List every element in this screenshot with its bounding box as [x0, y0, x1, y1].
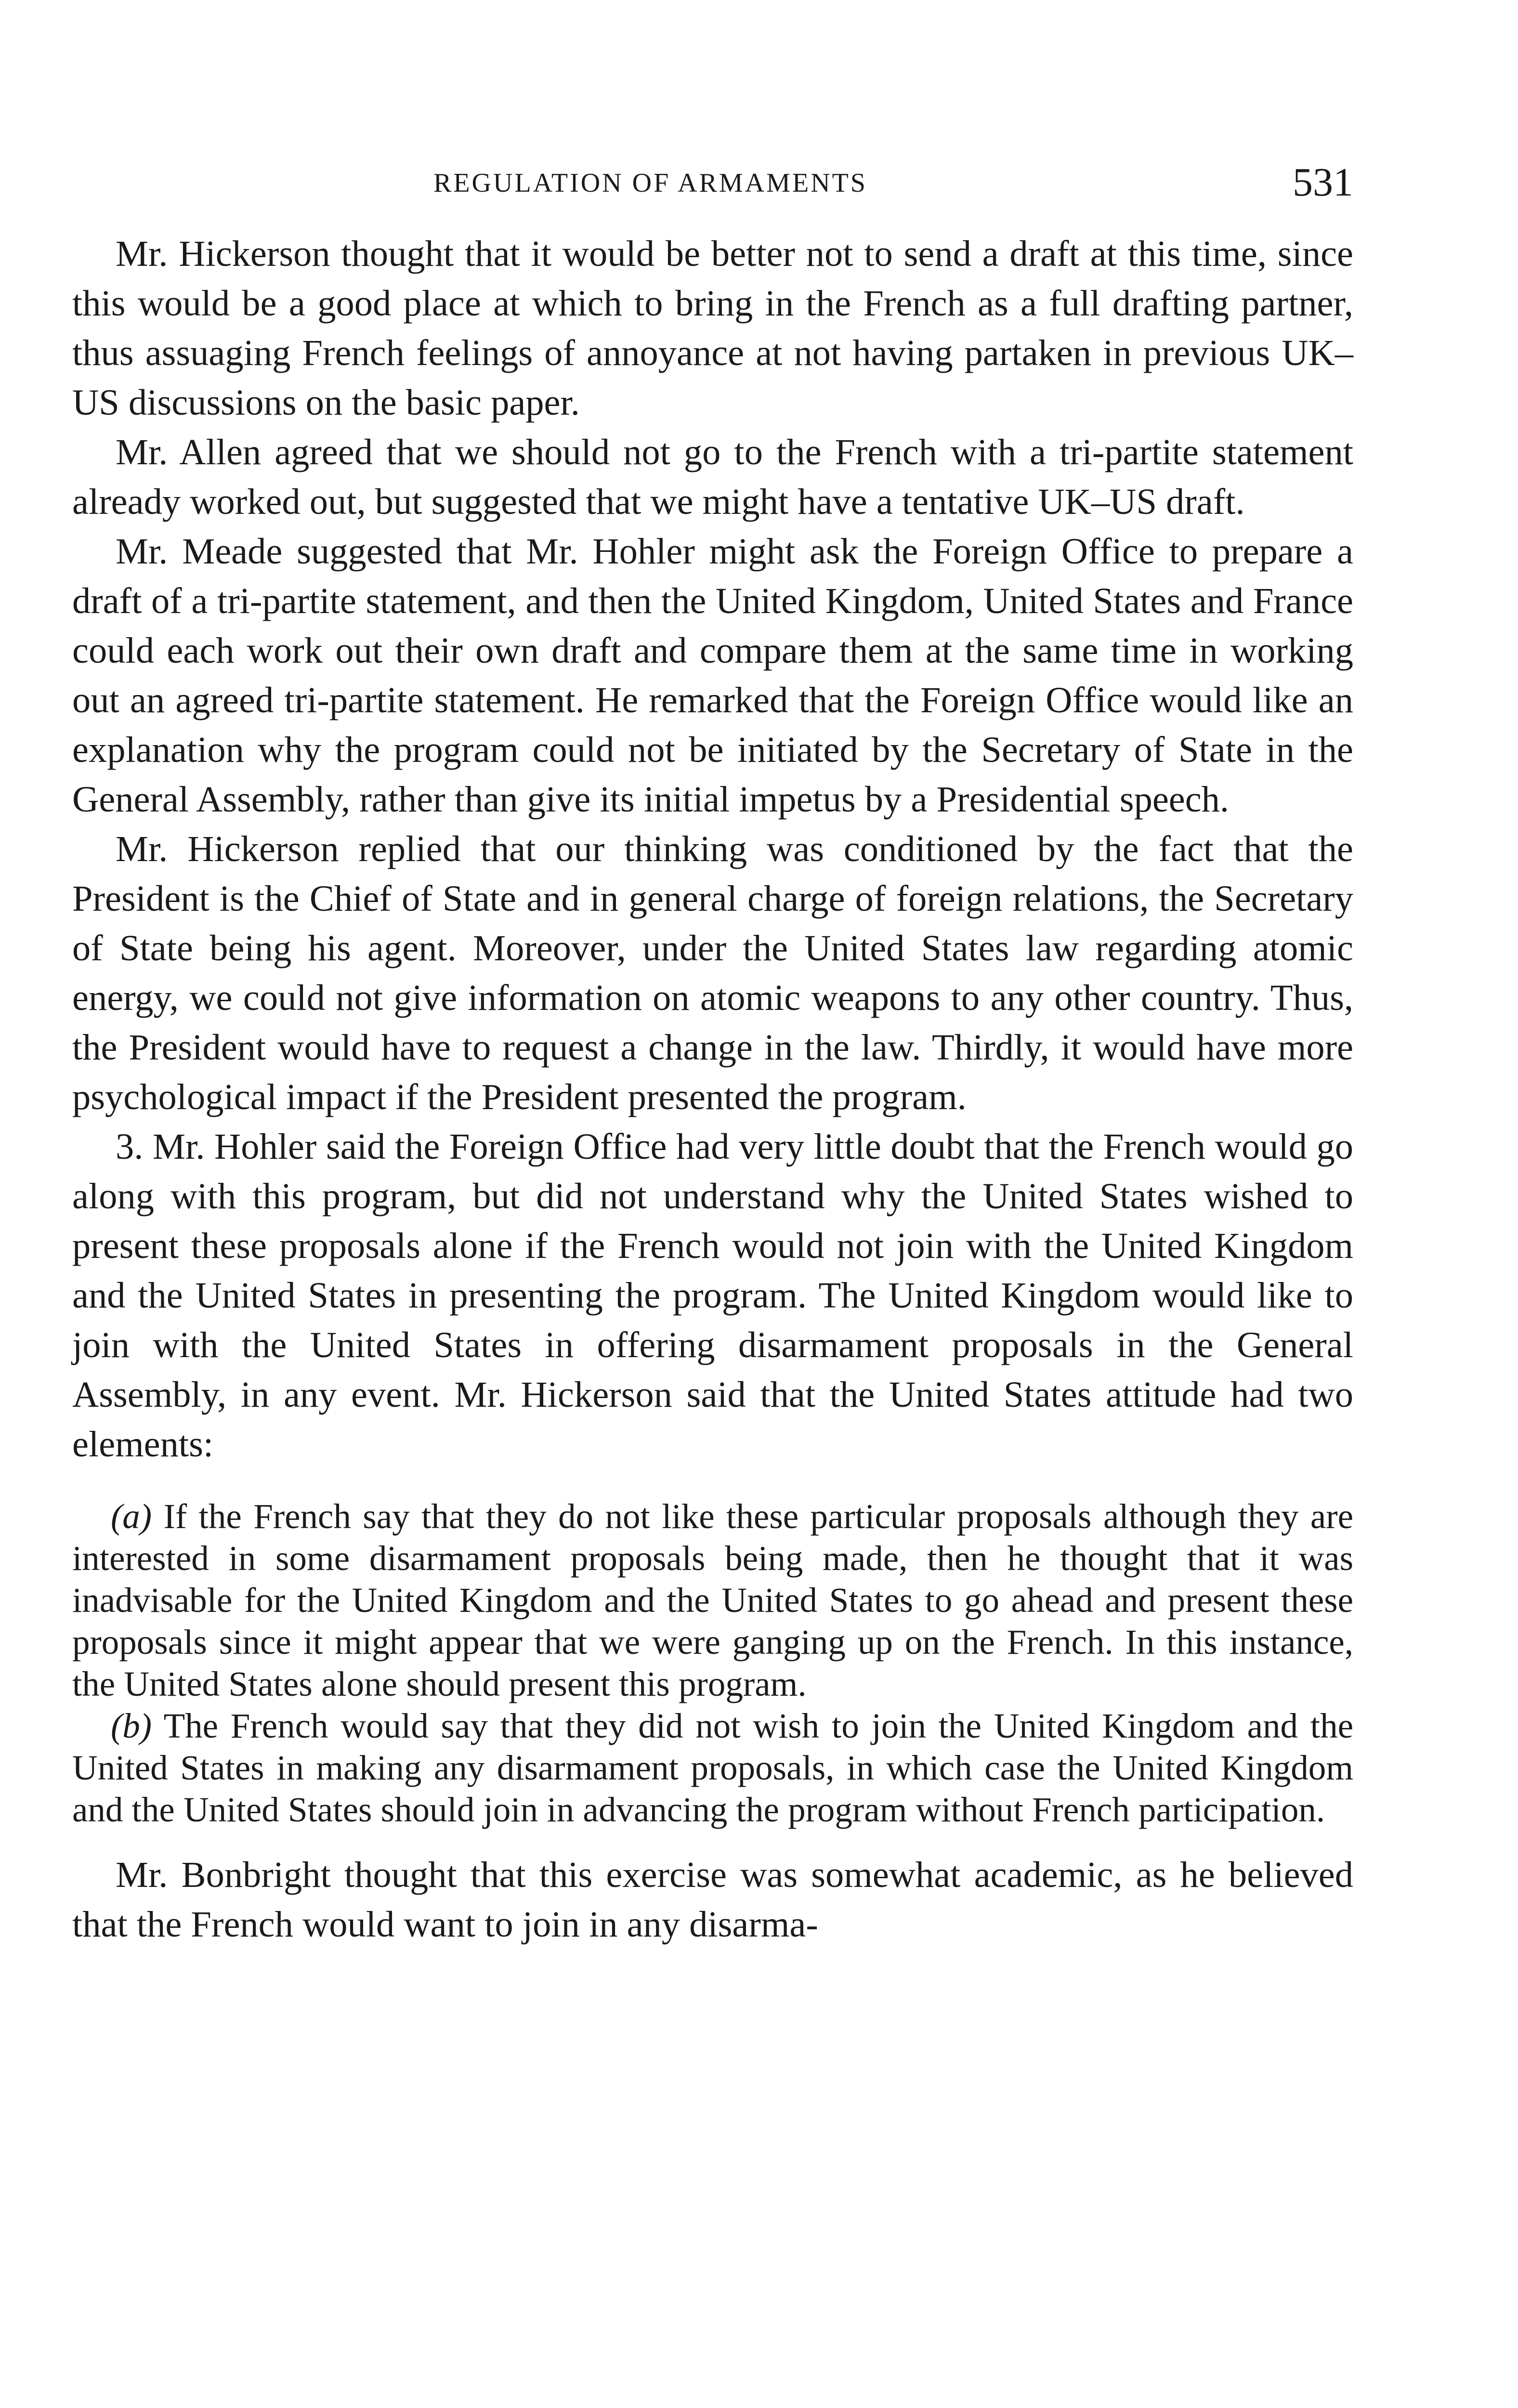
paragraph-meade: Mr. Meade suggested that Mr. Hohler might ask the Foreign Office to prepare a draft of a tri-partite statement, and then the United Kingdom, United States and France could each work out their own draft and compare them at the same time in working out an agreed tri-partite statement. He remarked that the Foreign Office would like an explanation why the program could not be initiated by the Secretary of State in the General Assembly, rather than give its initial impetus by a Presidential speech. [72, 531, 1353, 820]
list-item [72, 1495, 1353, 1705]
document-page [72, 0, 1353, 2408]
attitude-elements-list [72, 1495, 1353, 1831]
item-label: (b) [111, 1706, 152, 1745]
running-title: REGULATION OF ARMAMENTS [433, 168, 867, 198]
page-number: 531 [1293, 160, 1353, 205]
paragraph-hickerson-reply: Mr. Hickerson replied that our thinking was conditioned by the fact that the President is the Chief of State and in general charge of foreign relations, the Secretary of State being his agent. Moreover, under the United States law regarding atomic energy, we could not give information on atomic weapons to any other country. Thus, the President would have to request a change in the law. Thirdly, it would have more psychological impact if the President presented the program. [72, 828, 1353, 1117]
item-text: If the French say that they do not like these particular proposals although they are interested in some disarmament proposals being made, then he thought that it was inadvisable for the United Kingdom and the United States to go ahead and present these proposals since it might appear that we were ganging up on the French. In this instance, the United States alone should present this program. [72, 1497, 1353, 1703]
paragraph-bonbright: Mr. Bonbright thought that this exercise was somewhat academic, as he believed that the French would want to join in any disarma- [72, 1854, 1353, 1945]
paragraph-hickerson-draft: Mr. Hickerson thought that it would be better not to send a draft at this time, since this would be a good place at which to bring in the French as a full drafting partner, thus assuaging French feelings of annoyance at not having partaken in previous UK–US discussions on the basic paper. [72, 233, 1353, 423]
item-label: (a) [111, 1497, 152, 1536]
paragraph-allen: Mr. Allen agreed that we should not go to the French with a tri-partite statement already worked out, but suggested that we might have a tentative UK–US draft. [72, 432, 1353, 522]
list-item [72, 1705, 1353, 1831]
paragraph-hohler: 3. Mr. Hohler said the Foreign Office had very little doubt that the French would go along with this program, but did not understand why the United States wished to present these proposals alone if the French would not join with the United Kingdom and the United States in presenting the program. The United Kingdom would like to join with the United States in offering disarmament proposals in the General Assembly, in any event. Mr. Hickerson said that the United States attitude had two elements: [72, 1126, 1353, 1465]
item-text: The French would say that they did not wish to join the United Kingdom and the United States in making any disarmament proposals, in which case the United Kingdom and the United States should join in advancing the program without French participation. [72, 1706, 1353, 1829]
running-head [72, 159, 1353, 212]
body-text [72, 229, 1353, 1949]
